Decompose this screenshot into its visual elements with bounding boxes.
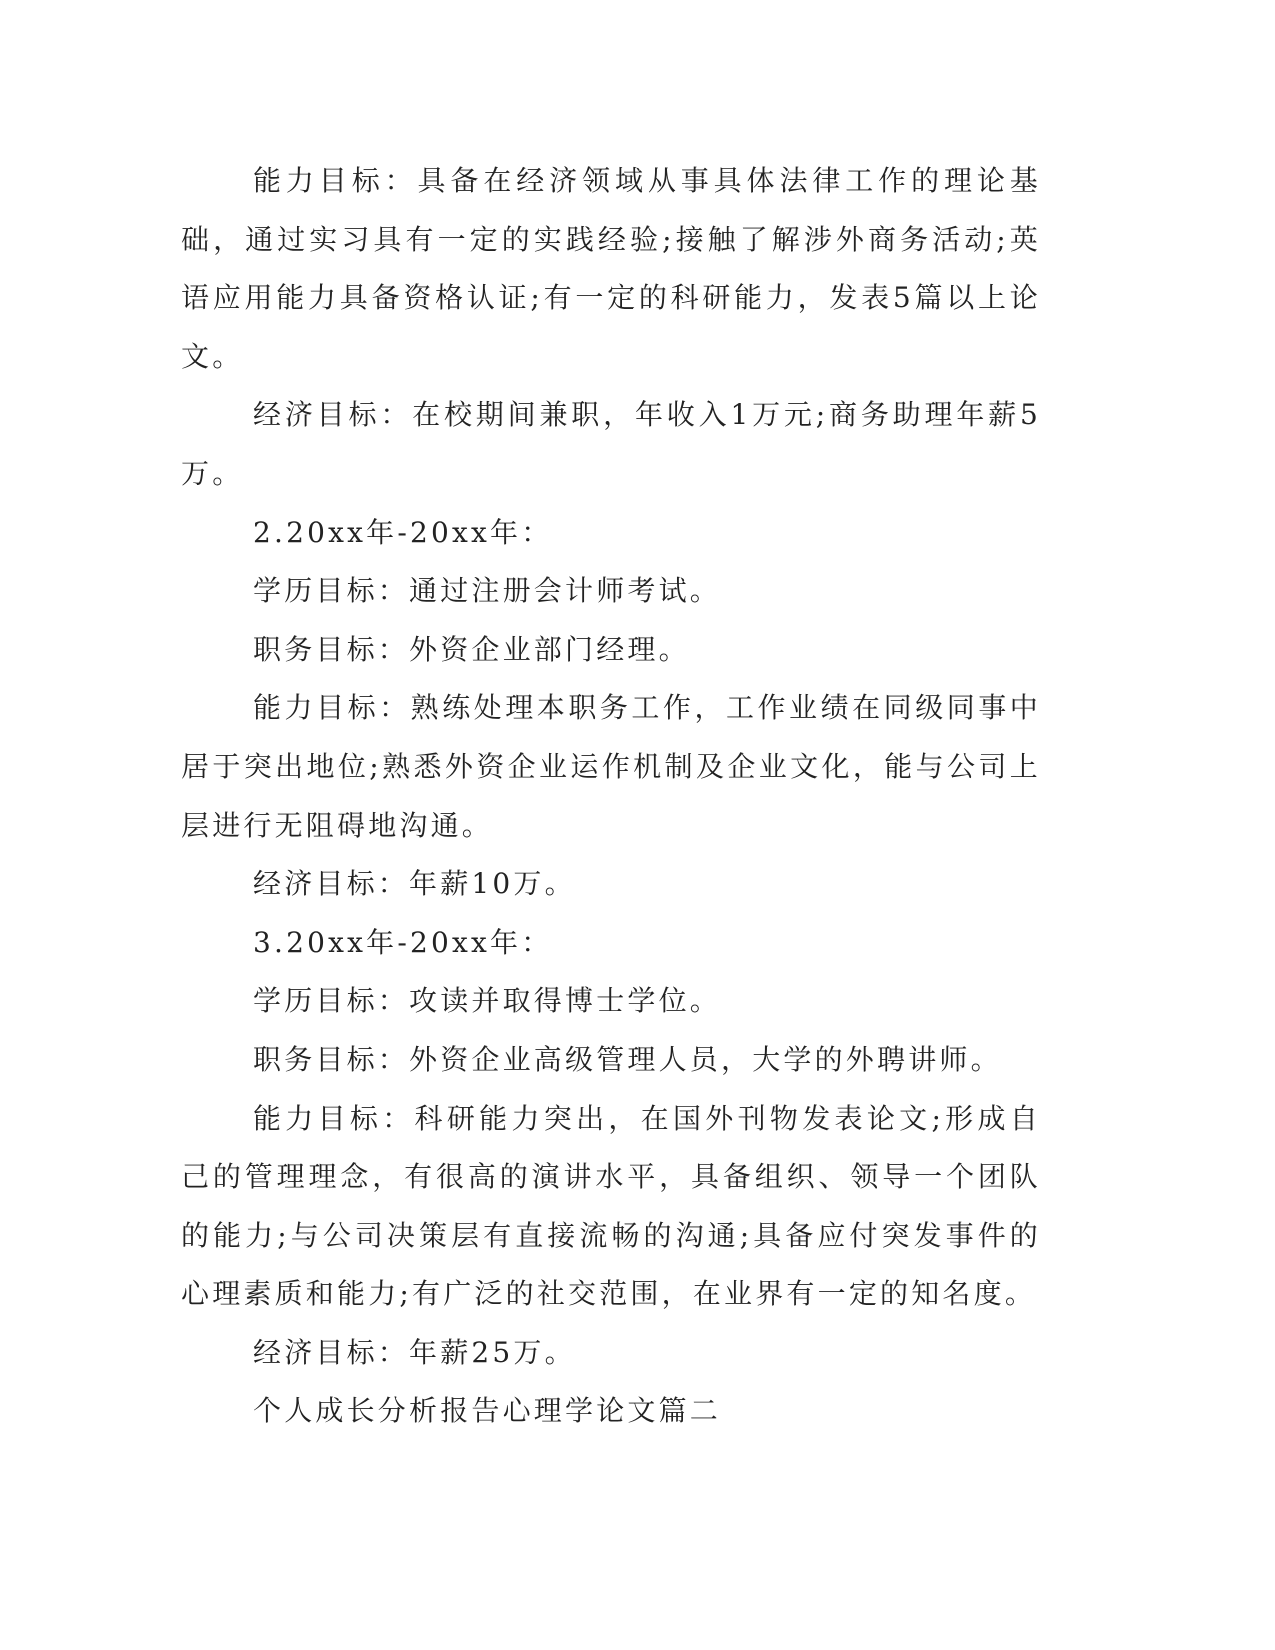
paragraph-position-goal-3: 职务目标：外资企业高级管理人员，大学的外聘讲师。 [253, 1042, 1002, 1076]
paragraph-position-goal-2: 职务目标：外资企业部门经理。 [253, 632, 690, 666]
paragraph-ability-goal-1: 能力目标：具备在经济领域从事具体法律工作的理论基础，通过实习具有一定的实践经验;接触了解涉外商务活动;英语应用能力具备资格认证;有一定的科研能力，发表5篇以上论文。 [181, 164, 1041, 373]
paragraph-economic-goal-2: 经济目标：年薪10万。 [253, 867, 576, 901]
document-body [181, 152, 1041, 1441]
paragraph-period-2-heading: 2.20xx年-20xx年： [253, 515, 553, 549]
paragraph-period-3-heading: 3.20xx年-20xx年： [253, 925, 553, 959]
section-title-part-two: 个人成长分析报告心理学论文篇二 [253, 1394, 722, 1428]
paragraph-ability-goal-3: 能力目标：科研能力突出，在国外刊物发表论文;形成自己的管理理念，有很高的演讲水平，具备组织、领导一个团队的能力;与公司决策层有直接流畅的沟通;具备应付突发事件的心理素质和能力;有广泛的社交范围，在业界有一定的知名度。 [181, 1101, 1041, 1311]
paragraph-economic-goal-1: 经济目标：在校期间兼职，年收入1万元;商务助理年薪5万。 [181, 398, 1041, 490]
paragraph-education-goal-3: 学历目标：攻读并取得博士学位。 [253, 984, 722, 1018]
paragraph-economic-goal-3: 经济目标：年薪25万。 [253, 1335, 576, 1369]
paragraph-education-goal-2: 学历目标：通过注册会计师考试。 [253, 574, 722, 608]
paragraph-ability-goal-2: 能力目标：熟练处理本职务工作，工作业绩在同级同事中居于突出地位;熟悉外资企业运作机制及企业文化，能与公司上层进行无阻碍地沟通。 [181, 691, 1041, 842]
